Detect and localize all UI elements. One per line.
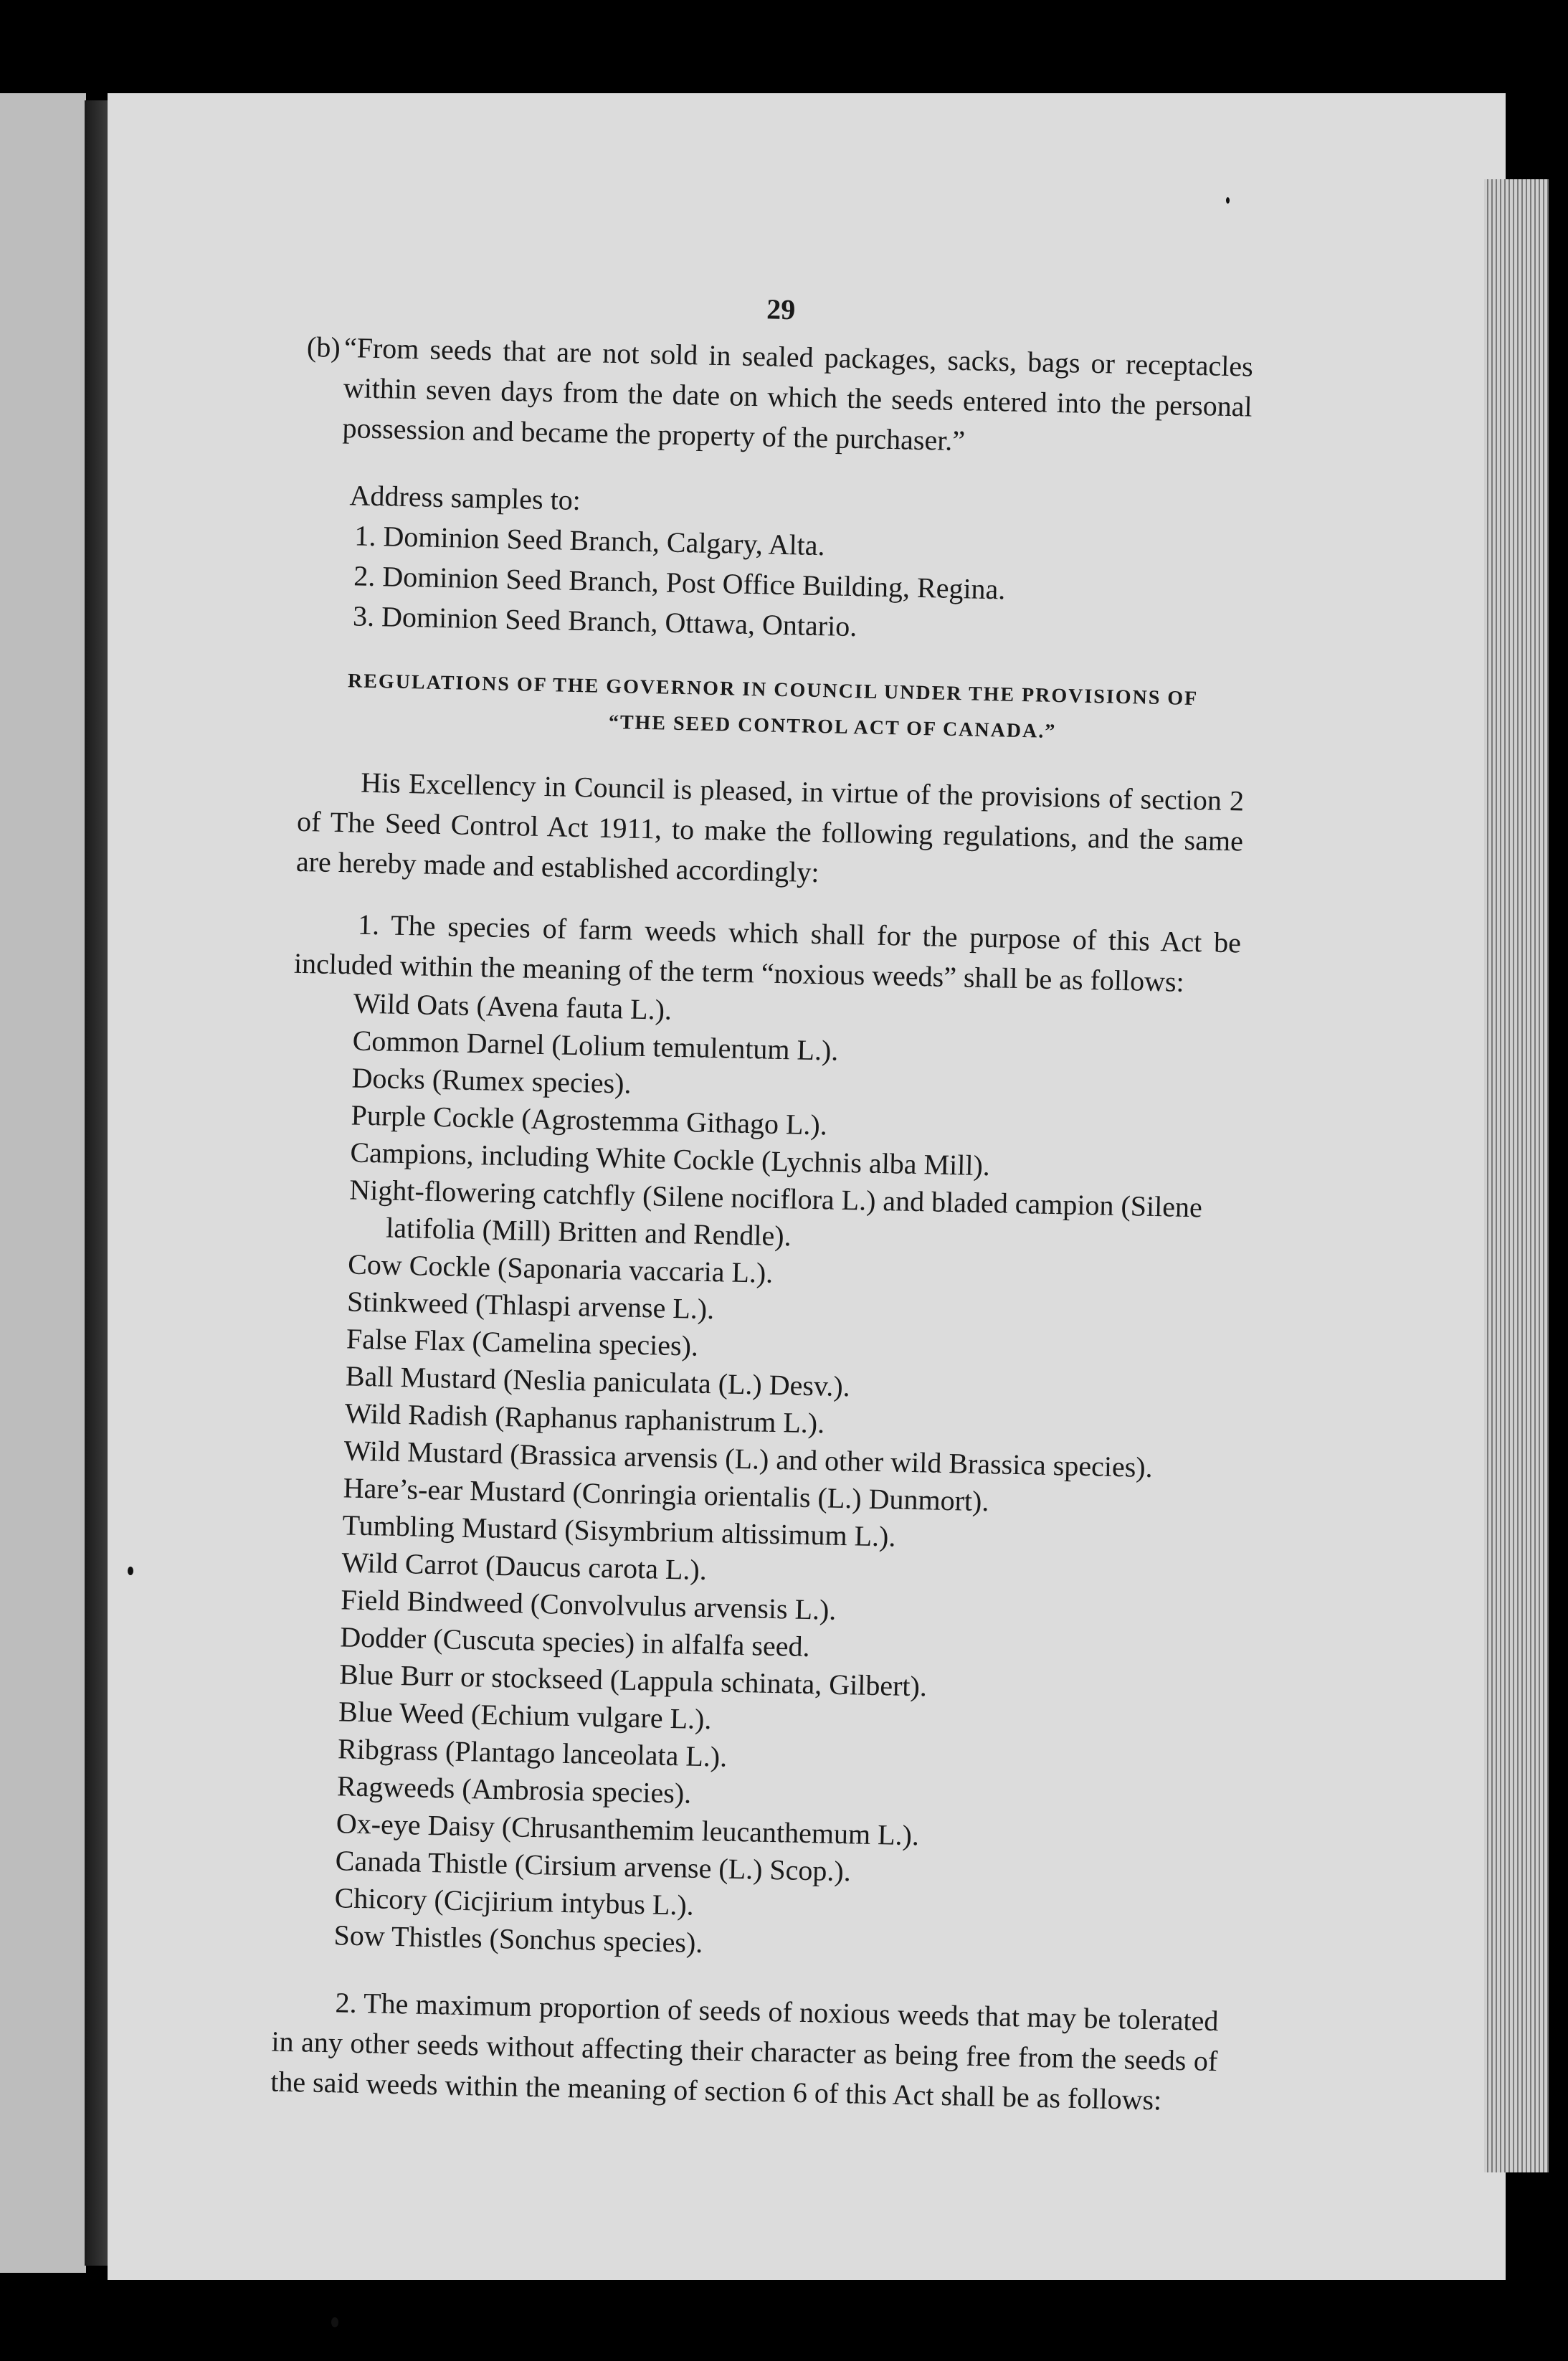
section-2-paragraph: 2. The maximum proportion of seeds of noxious weeds that may be tolerated in any other seeds without affecting their character as being free from the seeds of the said weeds within the meaning of section 6 of this Act shall be as follows: [270,1986,1219,2117]
paragraph-b-text: “From seeds that are not sold in sealed packages, sacks, bags or receptacles within seven days from the date on which the seeds entered into the personal possession and became the property of the purchaser.” [342,331,1254,457]
page-speck [1226,197,1230,204]
weed-item: Hare’s-ear Mustard (Conringia orientalis (L.) Dunmort). [343,1471,989,1518]
page-number: 29 [766,293,796,326]
page-content [270,280,1255,2122]
weed-item: Wild Mustard (Brassica arvensis (L.) and other wild Brassica species). [343,1434,1154,1484]
weed-item: Chicory (Cicjirium intybus L.). [334,1881,695,1921]
regulations-heading-line2: “THE SEED CONTROL ACT OF CANADA.” [608,711,1057,743]
weed-item: Campions, including White Cockle (Lychnis alba Mill). [350,1136,991,1182]
noxious-weeds-list [333,985,1240,1973]
page-stack-edges [1484,179,1549,2172]
weed-item: Wild Radish (Raphanus raphanistrum L.). [344,1397,825,1440]
weed-item: Common Darnel (Lolium temulentum L.). [352,1024,839,1067]
weed-item: Wild Carrot (Daucus carota L.). [341,1546,708,1587]
margin-speck [128,1567,133,1575]
paragraph-b [305,327,1253,467]
weed-item: Wild Oats (Avena fauta L.). [353,987,673,1026]
address-heading: Address samples to: [349,479,581,517]
weed-item: Ball Mustard (Neslia paniculata (L.) Desv.). [345,1359,851,1403]
address-item: 1. Dominion Seed Branch, Calgary, Alta. [354,519,826,562]
weed-item: Dodder (Cuscuta species) in alfalfa seed. [339,1620,810,1663]
weed-item: Ribgrass (Plantago lanceolata L.). [337,1732,728,1773]
weed-item: Field Bindweed (Convolvulus arvensis L.). [340,1583,837,1626]
weed-item: Stinkweed (Thlaspi arvense L.). [346,1285,715,1326]
weed-item: Docks (Rumex species). [351,1061,632,1100]
weed-item: Tumbling Mustard (Sisymbrium altissimum L.). [342,1509,896,1553]
weed-item: Cow Cockle (Saponaria vaccaria L.). [347,1248,774,1289]
paragraph-b-label: (b) [306,330,341,364]
weed-item: Sow Thistles (Sonchus species). [333,1919,703,1959]
scan-speck [331,2317,338,2327]
weed-item: Night-flowering catchfly (Silene nociflora L.) and bladed campion (Silene latifolia (Mill) Britten and Rendle). [348,1173,1203,1253]
weed-item: Ox-eye Daisy (Chrusanthemim leucanthemum L.). [336,1807,920,1852]
weed-item: Ragweeds (Ambrosia species). [336,1769,692,1810]
address-item: 2. Dominion Seed Branch, Post Office Building, Regina. [353,559,1006,606]
weed-item: Canada Thistle (Cirsium arvense (L.) Scop.). [335,1844,852,1888]
weed-item: False Flax (Camelina species). [346,1322,699,1362]
facing-page-edge [0,93,86,2273]
intro-paragraph: His Excellency in Council is pleased, in virtue of the provisions of section 2 of The Seed Control Act 1911, to make the following regulations, and the same are hereby made and established accordingly: [295,766,1245,889]
weed-item: Blue Weed (Echium vulgare L.). [338,1695,712,1736]
section-1-paragraph: 1. The species of farm weeds which shall for the purpose of this Act be included within the meaning of the term “noxious weeds” shall be as follows: [293,908,1242,998]
weed-item: Purple Cockle (Agrostemma Githago L.). [351,1098,828,1141]
regulations-heading-line1: REGULATIONS OF THE GOVERNOR IN COUNCIL UNDER THE PROVISIONS OF [347,670,1199,711]
address-list [353,516,1250,655]
address-item: 3. Dominion Seed Branch, Ottawa, Ontario. [352,599,857,643]
weed-item: Blue Burr or stockseed (Lappula schinata, Gilbert). [338,1658,928,1703]
